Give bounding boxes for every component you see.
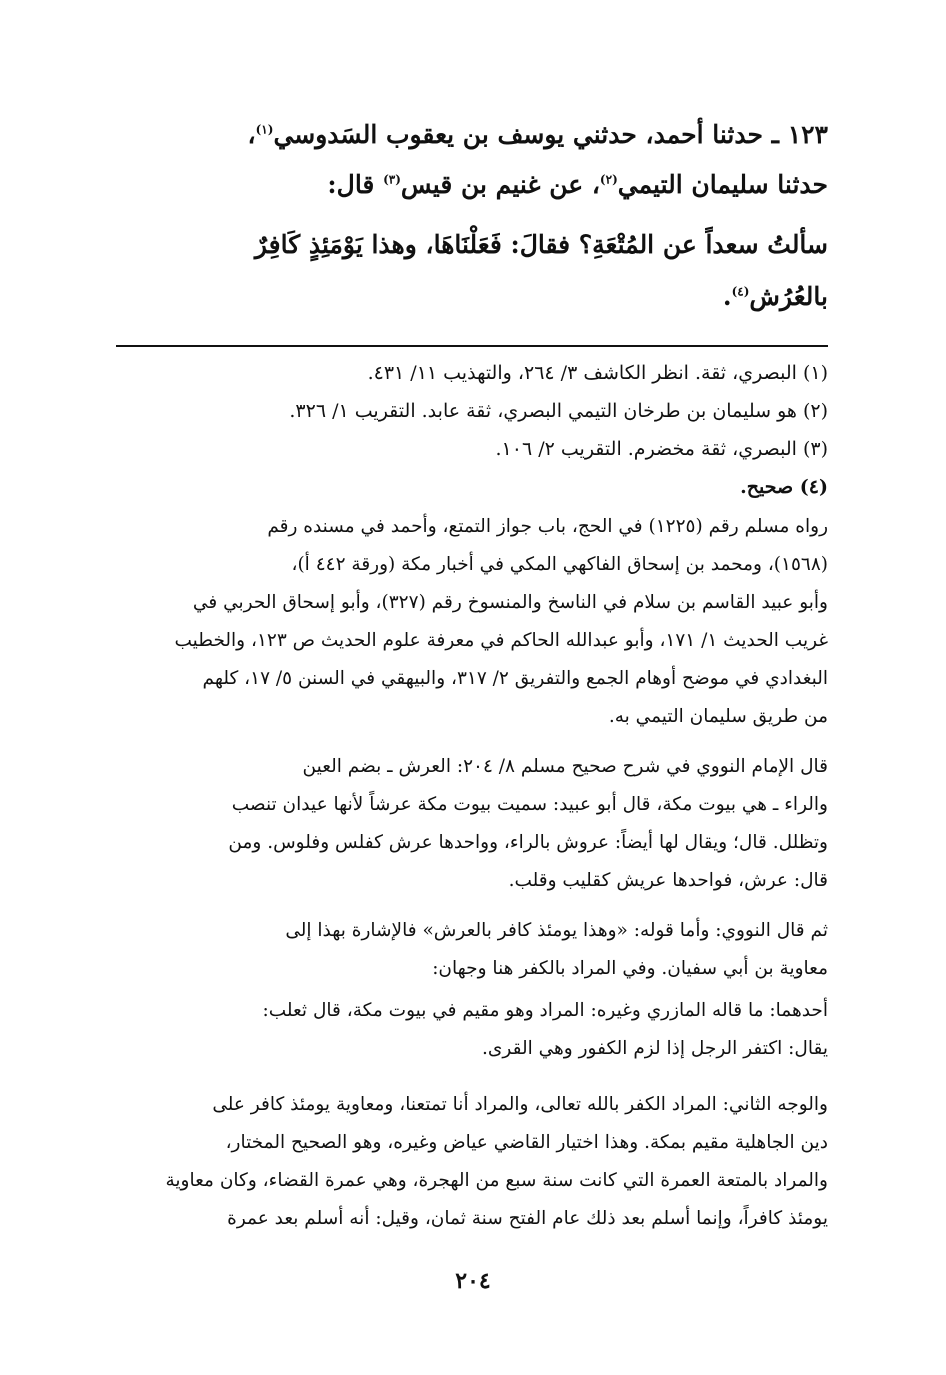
footnote-3: (٣) البصري، ثقة مخضرم. التقريب ٢/ ١٠٦.: [495, 438, 828, 460]
paragraph-line: (١٥٦٨)، ومحمد بن إسحاق الفاكهي المكي في أخبار مكة (ورقة ٤٤٢ أ)،: [291, 554, 828, 575]
paragraph-line: قال الإمام النووي في شرح صحيح مسلم ٨/ ٢٠٤: العرش ـ بضم العين: [302, 756, 828, 777]
footnote-4: (٤) صحيح.: [740, 476, 828, 498]
nawawi-paragraph-1: [116, 756, 828, 906]
hadith-matn-text: سألتُ سعداً عن المُتْعَةِ؟ فقالَ: فَعَلْنَاهَا، وهذا يَوْمَئِذٍ كَافِرٌ: [254, 230, 828, 259]
footnote-ref: (٢): [599, 172, 618, 187]
paragraph-line: البغدادي في موضح أوهام الجمع والتفريق ٢/ ٣١٧، والبيهقي في السنن ٥/ ١٧، كلهم: [202, 668, 828, 689]
hadith-isnad: حدثنا سليمان التيمي: [617, 170, 828, 199]
footnote-ref: (٤): [731, 284, 750, 299]
hadith-line: [116, 120, 828, 149]
punctuation: ،: [247, 120, 256, 149]
paragraph-line: ثم قال النووي: وأما قوله: «وهذا يومئذ كافر بالعرش» فالإشارة بهذا إلى: [285, 920, 828, 941]
paragraph-line: والوجه الثاني: المراد الكفر بالله تعالى، والمراد أنا تمتعنا، ومعاوية يومئذ كافر على: [212, 1094, 828, 1115]
hadith-isnad: ، عن غنيم بن قيس: [400, 170, 600, 199]
hadith-text: [116, 120, 828, 330]
footnote-2: (٢) هو سليمان بن طرخان التيمي البصري، ثقة عابد. التقريب ١/ ٣٢٦.: [289, 400, 828, 422]
first-interpretation: [116, 1000, 828, 1076]
paragraph-line: والراء ـ هي بيوت مكة، قال أبو عبيد: سميت بيوت مكة عرشاً لأنها عيدان تنصب: [231, 794, 828, 815]
footnote-ref: (٣): [383, 172, 401, 187]
paragraph-line: أحدهما: ما قاله المازري وغيره: المراد وهو مقيم في بيوت مكة، قال ثعلب:: [262, 1000, 828, 1021]
footnote-1: (١) البصري، ثقة. انظر الكاشف ٣/ ٢٦٤، والتهذيب ١١/ ٤٣١.: [367, 362, 828, 384]
hadith-matn: [116, 282, 828, 311]
paragraph-line: والمراد بالمتعة العمرة التي كانت سنة سبع من الهجرة، وهي عمرة القضاء، وكان معاوية: [165, 1170, 828, 1191]
paragraph-line: دين الجاهلية مقيم بمكة. وهذا اختيار القاضي عياض وغيره، وهو الصحيح المختار،: [225, 1132, 828, 1153]
paragraph-line: يقال: اكتفر الرجل إذا لزم الكفور وهي القرى.: [482, 1038, 828, 1059]
footnote-divider: [116, 345, 828, 347]
footnote-ref: (١): [255, 122, 274, 137]
paragraph-line: يومئذ كافراً، وإنما أسلم بعد ذلك عام الفتح سنة ثمان، وقيل: أنه أسلم بعد عمرة: [227, 1208, 828, 1229]
hadith-isnad: ١٢٣ ـ حدثنا أحمد، حدثني يوسف بن يعقوب السَدوسي: [273, 120, 828, 149]
paragraph-line: وتظلل. قال؛ ويقال لها أيضاً: عروش بالراء، وواحدها عرش كفلس وفلوس. ومن: [228, 832, 828, 853]
paragraph-line: معاوية بن أبي سفيان. وفي المراد بالكفر هنا وجهان:: [432, 958, 828, 979]
hadith-isnad: قال:: [327, 170, 384, 199]
paragraph-line: قال: عرش، فواحدها عريش كقليب وقلب.: [508, 870, 828, 891]
hadith-matn: [116, 230, 828, 259]
hadith-line: [116, 170, 828, 199]
paragraph-line: وأبو عبيد القاسم بن سلام في الناسخ والمنسوخ رقم (٣٢٧)، وأبو إسحاق الحربي في: [192, 592, 828, 613]
footnotes: [116, 362, 828, 512]
nawawi-paragraph-2: [116, 920, 828, 996]
page-number: ٢٠٤: [455, 1268, 491, 1294]
paragraph-line: من طريق سليمان التيمي به.: [608, 706, 828, 727]
takhrij-paragraph: [116, 516, 828, 736]
paragraph-line: رواه مسلم رقم (١٢٢٥) في الحج، باب جواز التمتع، وأحمد في مسنده رقم: [267, 516, 828, 537]
second-interpretation: [116, 1094, 828, 1246]
paragraph-line: غريب الحديث ١/ ١٧١، وأبو عبدالله الحاكم في معرفة علوم الحديث ص ١٢٣، والخطيب: [174, 630, 828, 651]
punctuation: .: [722, 282, 732, 311]
hadith-matn-text: بالعُرُش: [749, 282, 828, 311]
